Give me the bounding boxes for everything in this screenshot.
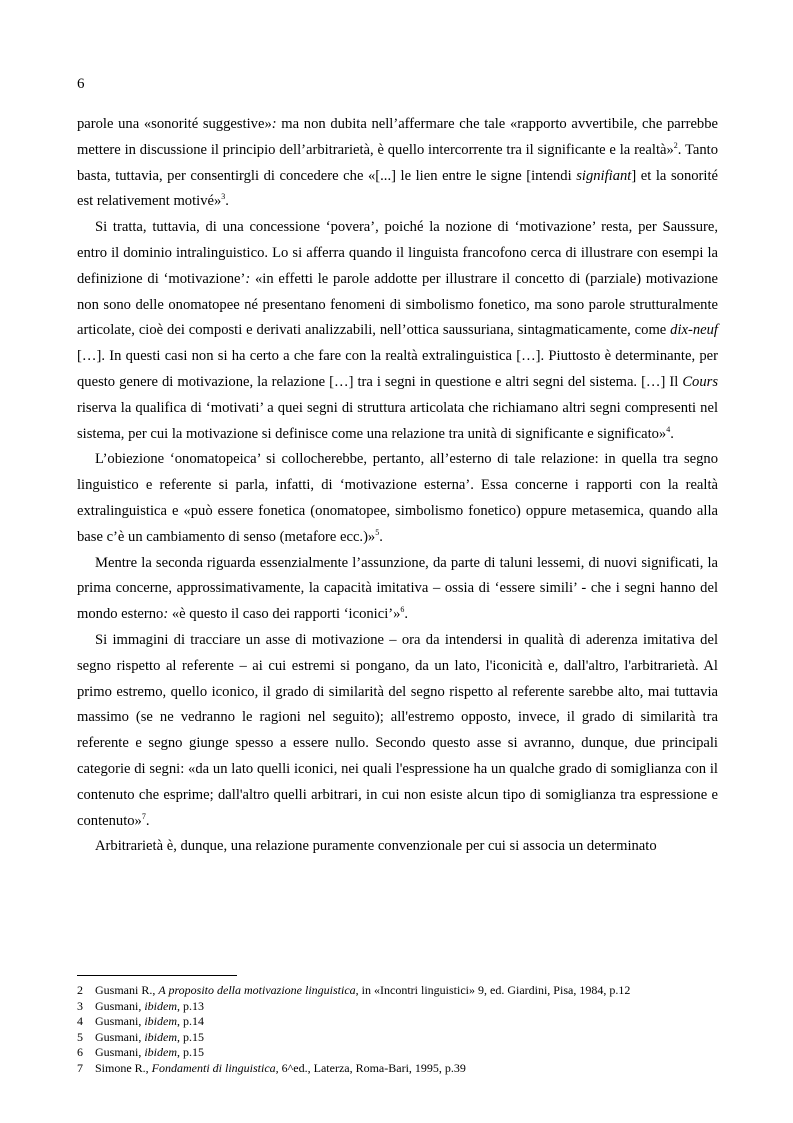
text-run: . (379, 528, 383, 545)
footnote-reference: 4 (666, 424, 671, 434)
text-run: parole una «sonorité suggestive» (77, 116, 272, 132)
footnote-text (95, 1030, 718, 1046)
italic-text: dix-neuf (670, 322, 718, 339)
text-run: , p.15 (177, 1029, 205, 1044)
text-run: «in effetti le parole addotte per illustrare il concetto di (parziale) motivazione non sono delle onomatopee né presentano fenomeni di simbolismo fonetico, ma sono parole strutturalmente articolate, cioè dei composti e derivati analizzabili, nell’ottica saussuriana, sintagmaticamente, come (77, 270, 718, 339)
italic-text: : (163, 606, 172, 623)
text-run: , p.14 (177, 1014, 205, 1028)
text-run: Gusmani, (95, 998, 145, 1013)
footnote-number: 5 (77, 1029, 83, 1044)
footnote-number: 6 (77, 1045, 83, 1059)
footnote (77, 999, 718, 1015)
italic-text: signifiant (576, 167, 632, 184)
italic-text: A proposito della motivazione linguistica (158, 983, 356, 997)
footnote-number: 7 (77, 1060, 83, 1075)
italic-text: ibidem (144, 998, 178, 1013)
text-run: . (225, 193, 229, 210)
text-run: . Tanto basta, tuttavia, per consentirgli di concedere che «[...] le lien entre le signe [intendi (77, 141, 719, 184)
footnote-reference: 5 (375, 527, 380, 537)
text-run: Gusmani R., (95, 983, 159, 997)
text-run: riserva la qualifica di ‘motivati’ a quei segni di struttura articolata che richiamano altri segni compresenti nel sistema, per cui la motivazione si definisce come una relazione tra unità di significante e significato» (77, 399, 718, 442)
text-run: L’obiezione ‘onomatopeica’ si collocherebbe, pertanto, all’esterno di tale relazione: in quella tra segno linguistico e referente si parla, infatti, di ‘motivazione esterna’. Essa concerne i rapporti con la realtà extralinguistica e «può essere fonetica (onomatopee, simbolismo fonetico) oppure metasemica, quando alla base c’è un cambiamento di senso (metafore ecc.)» (77, 451, 718, 545)
italic-text: Fondamenti di linguistica, (151, 1060, 279, 1075)
text-run: Gusmani, (95, 1029, 145, 1044)
footnote-number: 2 (77, 983, 83, 997)
footnote-reference: 3 (221, 192, 226, 202)
footnote-text (95, 1014, 718, 1030)
footnote-reference: 7 (141, 811, 146, 821)
text-run: . (670, 425, 674, 442)
footnote-text (95, 1061, 718, 1077)
text-run: Mentre la seconda riguarda essenzialmente l’assunzione, da parte di taluni lessemi, di nuovi significati, la prima concerne, approssimativamente, la capacità imitativa – ossia di ‘essere simili’ - che i segni hanno del mondo esterno (77, 554, 718, 623)
text-run: Gusmani, (95, 1014, 145, 1028)
paragraph (77, 215, 718, 447)
italic-text: : (271, 116, 282, 132)
text-run: ma non dubita nell’affermare che tale «rapporto avvertibile, che parrebbe mettere in discussione il principio dell’arbitrarietà, è quello intercorrente tra il significante e la realtà» (77, 116, 719, 158)
paragraph (77, 834, 718, 860)
footnote-text (95, 999, 718, 1015)
text-run: . (404, 606, 409, 623)
footnote (77, 1045, 718, 1061)
text-run: […]. In questi casi non si ha certo a che fare con la realtà extralinguistica […]. Piuttosto è determinante, per questo genere di motivazione, la relazione […] tra i segni in questione e altri segni del sistema. […] Il (77, 348, 718, 390)
italic-text: : (245, 270, 255, 287)
text-run: , p.15 (177, 1045, 205, 1059)
footnote-reference: 2 (673, 140, 678, 150)
paragraph (77, 551, 718, 628)
footnote (77, 1014, 718, 1030)
text-run: . (145, 812, 150, 829)
paragraph (77, 447, 718, 550)
text-run: , in «Incontri linguistici» 9, ed. Giardini, Pisa, 1984, p.12 (355, 983, 631, 997)
footnote (77, 1030, 718, 1046)
text-run: ] et la sonorité est relativement motivé» (77, 167, 718, 210)
text-run: Gusmani, (95, 1045, 145, 1059)
text-run: Simone R., (95, 1060, 152, 1075)
footnotes (77, 983, 718, 1076)
text-run: , p.13 (177, 998, 205, 1013)
footnote-number: 3 (77, 998, 83, 1013)
footnote (77, 983, 718, 999)
text-run: «è questo il caso dei rapporti ‘iconici’» (171, 606, 401, 623)
text-run: Si immagini di tracciare un asse di motivazione – ora da intendersi in qualità di aderenza imitativa del segno rispetto al referente – ai cui estremi si pongano, da un lato, l'iconicità e, dall'altro, l'arbitrarietà. Al primo estremo, quello iconico, il grado di similarità del segno rispetto al referente sarebbe alto, mai tuttavia massimo (se ne vedranno le ragioni nel seguito); all'estremo opposto, invece, il grado di similarità tra referente e segno giunge spesso a essere nullo. Secondo questo asse si avranno, dunque, due principali categorie di segni: «da un lato quelli iconici, nei quali l'espressione ha un qualche grado di somiglianza con il contenuto che esprime; dall'altro quelli arbitrari, in cui non esiste alcun tipo di somiglianza tra espressione e contenuto» (77, 631, 718, 829)
footnote-text (95, 983, 718, 999)
footnote-number: 4 (77, 1014, 83, 1028)
page-number: 6 (77, 76, 85, 92)
footnote-text (95, 1045, 718, 1061)
text-run: Si tratta, tuttavia, di una concessione ‘povera’, poiché la nozione di ‘motivazione’ resta, per Saussure, entro il dominio intralinguistico. Lo si afferra quando il linguista francofono cerca di illustrare con esempi la definizione di ‘motivazione’ (77, 219, 718, 287)
text-run: Arbitrarietà è, dunque, una relazione puramente convenzionale per cui si associa un determinato (95, 838, 657, 855)
footnote-divider (77, 975, 237, 976)
paragraph (77, 628, 718, 834)
italic-text: Cours (682, 373, 718, 390)
paragraph (77, 112, 718, 215)
text-run: 6^ed., Laterza, Roma-Bari, 1995, p.39 (278, 1060, 466, 1075)
footnote-reference: 6 (400, 605, 405, 615)
italic-text: ibidem (144, 1014, 178, 1028)
body-text (77, 112, 718, 860)
italic-text: ibidem (144, 1029, 178, 1044)
footnote (77, 1061, 718, 1077)
italic-text: ibidem (144, 1045, 178, 1059)
